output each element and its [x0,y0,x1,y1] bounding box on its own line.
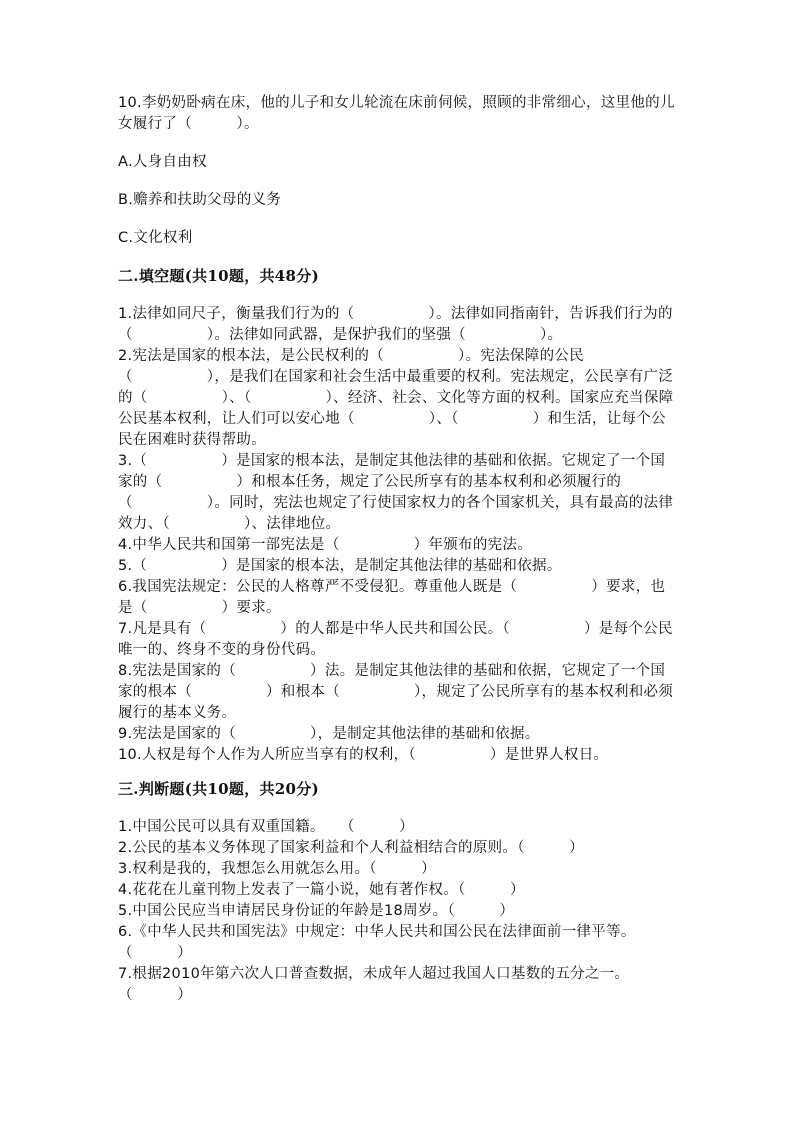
true-false-question: 3.权利是我的，我想怎么用就怎么用。（ ） [118,861,436,877]
true-false-question: 7.根据2010年第六次人口普查数据，未成年人超过我国人口基数的五分之一。（ ） [118,966,630,1003]
section-heading-fill-in: 二.填空题(共10题，共48分) [118,267,319,285]
fill-in-question: 7.凡是具有（ ）的人都是中华人民共和国公民。（ ）是每个公民唯一的、终身不变的身份代码。 [118,621,673,658]
true-false-question: 5.中国公民应当申请居民身份证的年龄是18周岁。（ ） [118,903,515,919]
fill-in-question: 8.宪法是国家的（ ）法。是制定其他法律的基础和依据，它规定了一个国家的根本（ ）和根本（ ），规定了公民所享有的基本权利和必须履行的基本义务。 [118,663,674,721]
true-false-question: 6.《中华人民共和国宪法》中规定：中华人民共和国公民在法律面前一律平等。（ ） [118,924,636,961]
mc-option-b: B.赡养和扶助父母的义务 [118,192,282,208]
true-false-question: 2.公民的基本义务体现了国家利益和个人利益相结合的原则。（ ） [118,840,584,856]
fill-in-question: 3.（ ）是国家的根本法，是制定其他法律的基础和依据。它规定了一个国家的（ ）和根本任务，规定了公民所享有的基本权利和必须履行的（ ）。同时，宪法也规定了行使国家权力的各个国家机关，具有最高的法律效力、（ ）、法律地位。 [118,453,674,532]
fill-in-question: 9.宪法是国家的（ ），是制定其他法律的基础和依据。 [118,726,540,742]
fill-in-question-list [118,304,678,766]
mc-option-a: A.人身自由权 [118,154,207,170]
mc-question-stem: 10.李奶奶卧病在床，他的儿子和女儿轮流在床前伺候，照顾的非常细心，这里他的儿女履行了（ ）。 [118,95,675,132]
true-false-question: 1.中国公民可以具有双重国籍。 （ ） [118,819,414,835]
fill-in-question: 10.人权是每个人作为人所应当享有的权利，（ ）是世界人权日。 [118,747,609,763]
section-heading-true-false: 三.判断题(共10题，共20分) [118,780,319,798]
true-false-question-list [118,817,678,1006]
mc-option-c: C.文化权利 [118,230,193,246]
exam-content [118,93,678,1006]
true-false-question: 4.花花在儿童刊物上发表了一篇小说，她有著作权。（ ） [118,882,525,898]
fill-in-question: 5.（ ）是国家的根本法，是制定其他法律的基础和依据。 [118,558,562,574]
fill-in-question: 2.宪法是国家的根本法，是公民权利的（ ）。宪法保障的公民（ ），是我们在国家和社会生活中最重要的权利。宪法规定，公民享有广泛的（ ）、（ ）、经济、社会、文化等方面的权利。国家应充当保障公民基本权利，让人们可以安心地（ ）、（ ）和生活，让每个公民在困难时获得帮助。 [118,348,674,448]
fill-in-question: 4.中华人民共和国第一部宪法是（ ）年颁布的宪法。 [118,537,533,553]
fill-in-question: 1.法律如同尺子，衡量我们行为的（ ）。法律如同指南针，告诉我们行为的（ ）。法律如同武器，是保护我们的坚强（ ）。 [118,306,673,343]
fill-in-question: 6.我国宪法规定：公民的人格尊严不受侵犯。尊重他人既是（ ）要求，也是（ ）要求。 [118,579,666,616]
